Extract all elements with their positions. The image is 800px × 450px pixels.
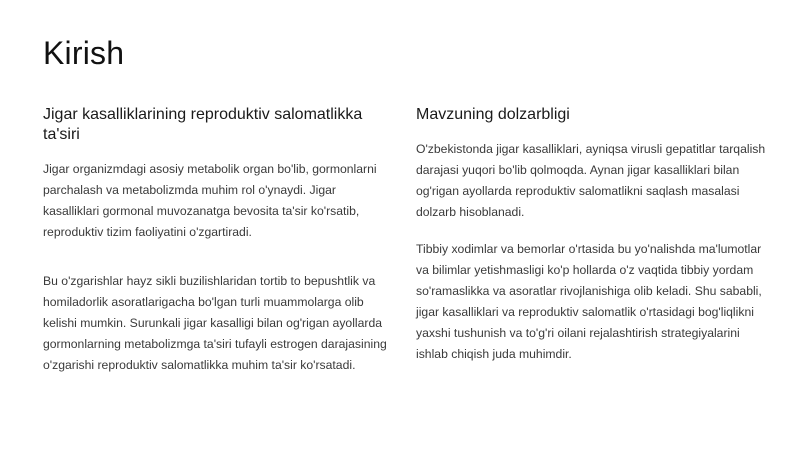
left-column: [43, 105, 393, 392]
left-paragraph-2: Bu o'zgarishlar hayz sikli buzilishlaridan tortib to bepushtlik va homiladorlik asoratlarigacha bo'lgan turli muammolarga olib kelishi mumkin. Surunkali jigar kasalligi bilan og'rigan ayollarda gormonlarning metabolizmga ta'siri tufayli estrogen darajasining o'zgarishi reproduktiv salomatlikka muhim ta'sir ko'rsatadi.: [43, 274, 387, 372]
right-column: [416, 105, 766, 381]
left-paragraph-1: Jigar organizmdagi asosiy metabolik organ bo'lib, gormonlarni parchalash va metabolizmda muhim rol o'ynaydi. Jigar kasalliklari gormonal muvozanatga bevosita ta'sir ko'rsatib, reproduktiv tizim faoliyatini o'zgartiradi.: [43, 162, 377, 239]
right-paragraph-2: Tibbiy xodimlar va bemorlar o'rtasida bu yo'nalishda ma'lumotlar va bilimlar yetishmasligi ko'p hollarda o'z vaqtida tibbiy yordam so'ramaslikka va asoratlar rivojlanishiga olib keladi. Shu sababli, jigar kasalliklari va reproduktiv salomatlik o'rtasidagi bog'liqlikni yaxshi tushunish va to'g'ri oilani rejalashtirish strategiyalarini ishlab chiqish juda muhimdir.: [416, 242, 762, 361]
right-paragraph-1: O'zbekistonda jigar kasalliklari, ayniqsa virusli gepatitlar tarqalish darajasi yuqori bo'lib qolmoqda. Aynan jigar kasalliklari bilan og'rigan ayollarda reproduktiv salomatlikni saqlash masalasi dolzarb hisoblanadi.: [416, 142, 766, 219]
slide-title: Kirish: [43, 35, 125, 71]
right-heading: Mavzuning dolzarbligi: [416, 106, 570, 123]
left-heading: Jigar kasalliklarining reproduktiv salomatlikka ta'siri: [43, 106, 363, 143]
